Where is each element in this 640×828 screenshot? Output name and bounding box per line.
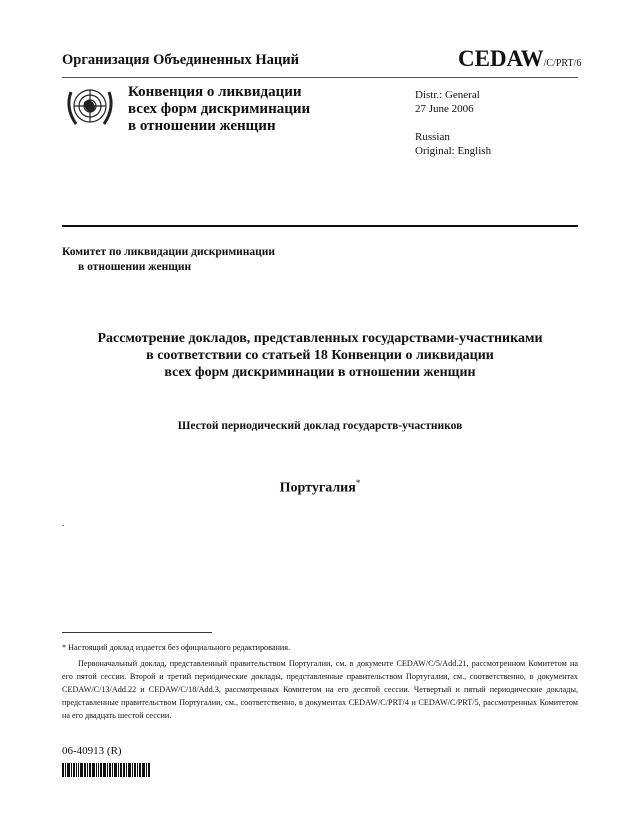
- un-emblem-icon: [62, 82, 118, 132]
- original-language: Original: English: [415, 145, 492, 157]
- stray-dot: .: [62, 518, 65, 528]
- symbol-suffix: /C/PRT/6: [543, 58, 582, 69]
- organization-name: Организация Объединенных Наций: [62, 52, 299, 68]
- convention-line: в отношении женщин: [128, 118, 276, 134]
- report-subtitle: Шестой периодический доклад государств-участников: [177, 420, 463, 432]
- distribution: Distr.: General: [415, 89, 480, 101]
- committee-line: Комитет по ликвидации дискриминации: [62, 246, 276, 258]
- date: 27 June 2006: [415, 103, 474, 115]
- header-divider: [62, 77, 578, 78]
- country-heading: [62, 478, 578, 497]
- footnote-1: * Настоящий доклад издается без официального редактирования.: [62, 643, 291, 652]
- committee-line: в отношении женщин: [78, 261, 192, 273]
- distribution-info: [415, 88, 491, 158]
- document-symbol: [458, 46, 581, 72]
- barcode: [62, 763, 158, 777]
- job-number: 06-40913 (R): [62, 745, 122, 757]
- title-line: всех форм дискриминации в отношении женщин: [164, 365, 476, 380]
- section-divider: [62, 225, 578, 227]
- title-line: Рассмотрение докладов, представленных государствами-участниками: [97, 331, 543, 346]
- convention-line: Конвенция о ликвидации: [128, 84, 302, 100]
- country-name: Португалия: [279, 480, 356, 496]
- convention-line: всех форм дискриминации: [128, 101, 311, 117]
- title-line: в соответствии со статьей 18 Конвенции о ликвидации: [146, 348, 494, 363]
- footnote-rule: [62, 632, 212, 633]
- committee-name: [62, 245, 275, 275]
- document-title: [62, 330, 578, 381]
- footnote-2: Первоначальный доклад, представленный правительством Португалии, см. в документе CEDAW/C/5/Add.21, рассмотренном Комитетом на его пятой сессии. Второй и третий периодические доклады, представленные правительством Португалии, см., соответственно, в документах CEDAW/C/13/Add.22 и CEDAW/C/18/Add.3, рассмотренных Комитетом на его десятой сессии. Четвертый и пятый периодические доклады, представленные правительством Португалии, см., соответственно, в документах CEDAW/C/PRT/4 и CEDAW/C/PRT/5, рассмотренных Комитетом на его двадцать шестой сессии.: [62, 659, 578, 720]
- symbol-main: CEDAW: [458, 46, 544, 71]
- language: Russian: [415, 131, 450, 143]
- footnote-mark: *: [355, 478, 361, 488]
- convention-title: [128, 84, 310, 135]
